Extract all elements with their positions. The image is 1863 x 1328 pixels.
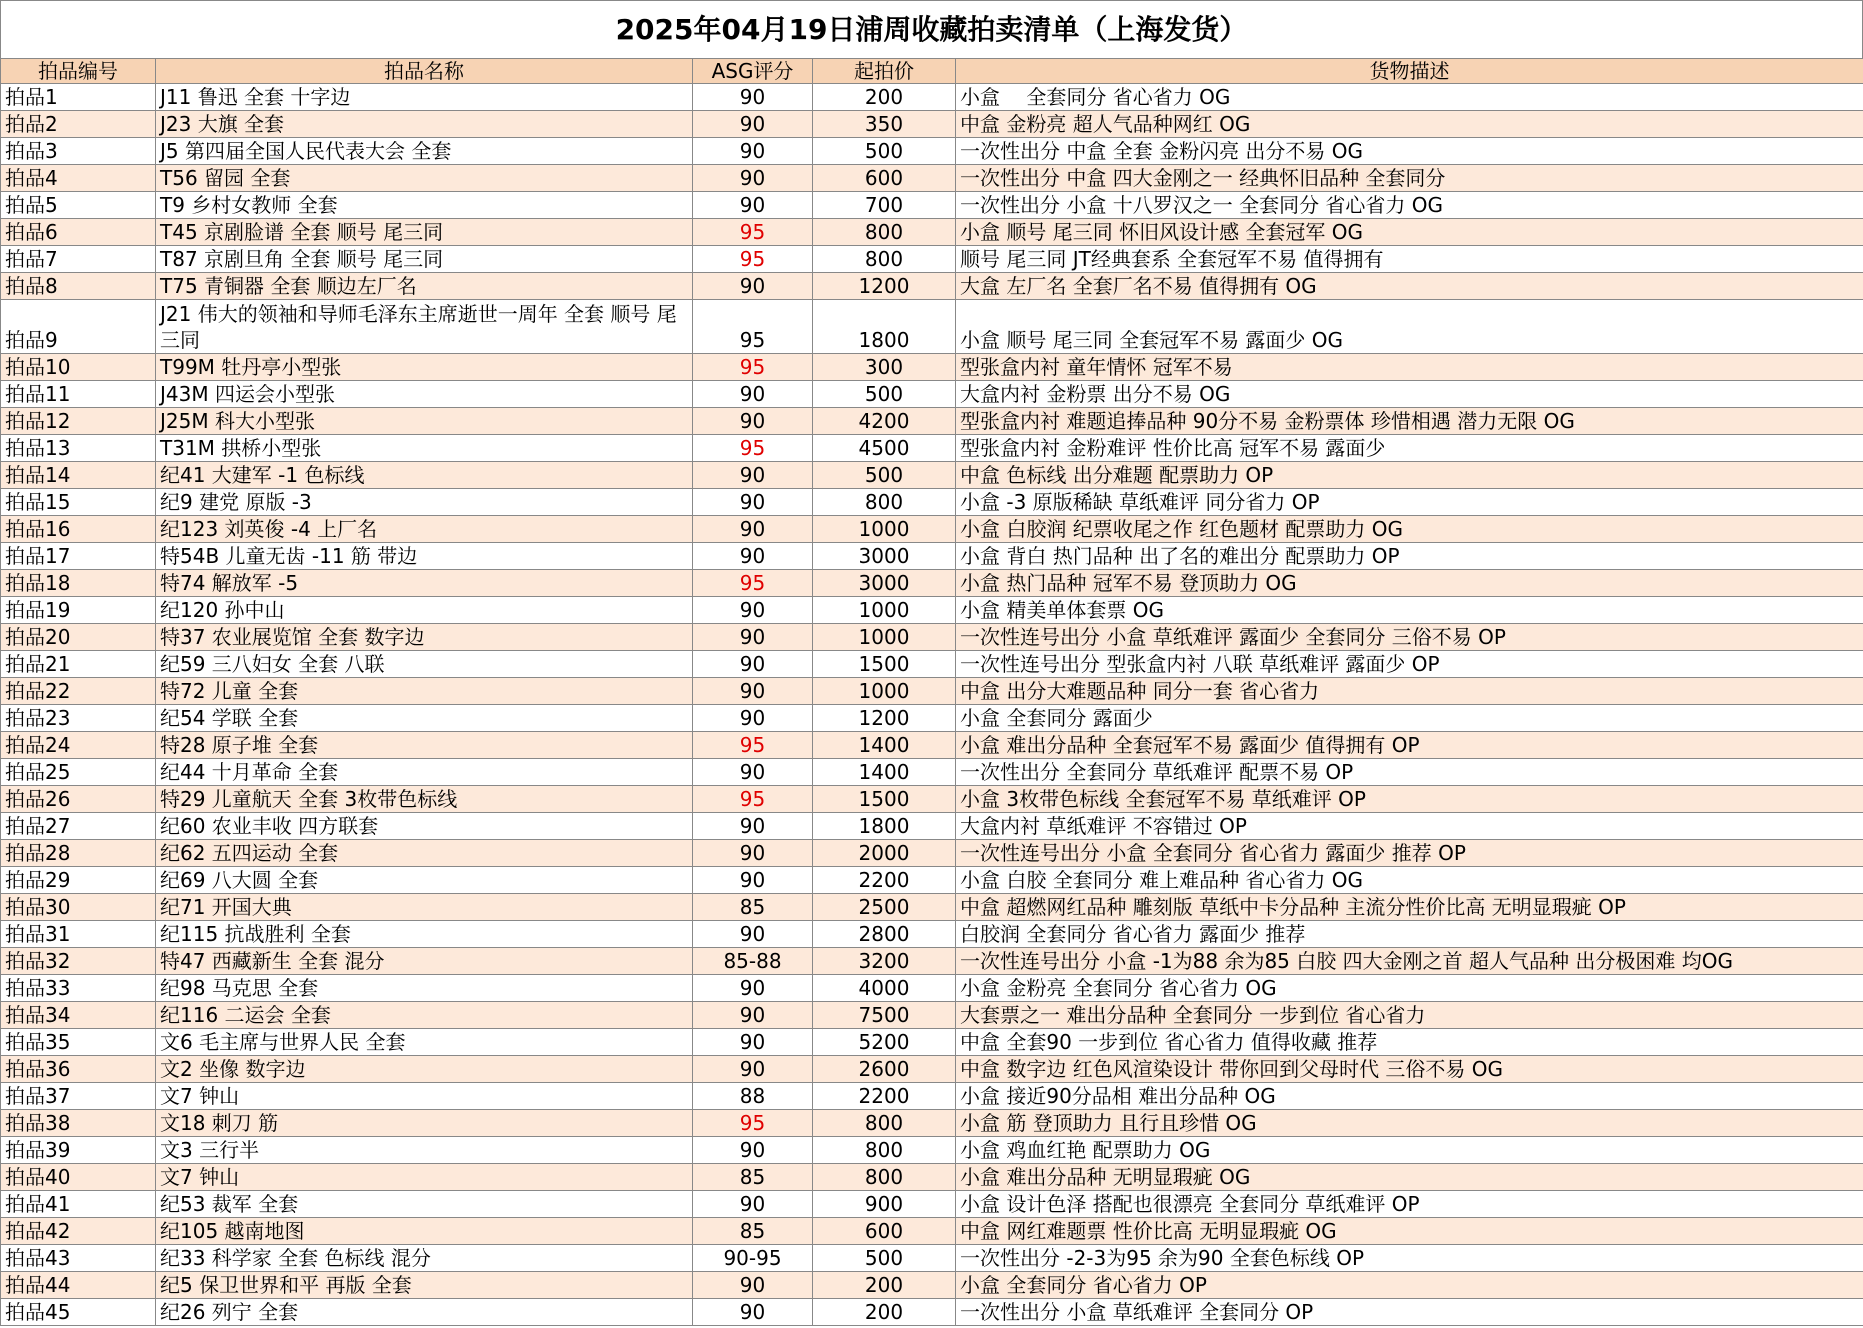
asg-score-cell: 90 <box>693 1137 813 1164</box>
table-row <box>1 246 1863 273</box>
asg-score-cell: 90 <box>693 867 813 894</box>
table-row <box>1 516 1863 543</box>
starting-price-cell: 4200 <box>813 408 956 435</box>
asg-score-cell: 90 <box>693 1191 813 1218</box>
starting-price-cell: 200 <box>813 1299 956 1326</box>
asg-score-cell: 90 <box>693 975 813 1002</box>
description-cell: 小盒 精美单体套票 OG <box>956 597 1863 624</box>
description-cell: 一次性连号出分 小盒 全套同分 省心省力 露面少 推荐 OP <box>956 840 1863 867</box>
asg-score-cell: 85 <box>693 1164 813 1191</box>
description-cell: 中盒 金粉亮 超人气品种网红 OG <box>956 111 1863 138</box>
description-cell: 小盒 -3 原版稀缺 草纸难评 同分省力 OP <box>956 489 1863 516</box>
table-row <box>1 1029 1863 1056</box>
lot-number-cell: 拍品1 <box>1 84 156 111</box>
asg-score-cell: 90 <box>693 813 813 840</box>
lot-number-cell: 拍品38 <box>1 1110 156 1137</box>
asg-score-cell: 90 <box>693 462 813 489</box>
table-row <box>1 1110 1863 1137</box>
starting-price-cell: 800 <box>813 1110 956 1137</box>
table-body <box>1 84 1863 1326</box>
lot-name-cell: 纪71 开国大典 <box>156 894 693 921</box>
asg-score-cell: 90 <box>693 705 813 732</box>
lot-number-cell: 拍品40 <box>1 1164 156 1191</box>
starting-price-cell: 3000 <box>813 570 956 597</box>
starting-price-cell: 1500 <box>813 651 956 678</box>
table-header-row <box>1 59 1863 84</box>
starting-price-cell: 4500 <box>813 435 956 462</box>
asg-score-cell: 90 <box>693 111 813 138</box>
lot-name-cell: T31M 拱桥小型张 <box>156 435 693 462</box>
asg-score-cell: 95 <box>693 354 813 381</box>
table-row <box>1 840 1863 867</box>
header-starting-price: 起拍价 <box>813 59 956 84</box>
table-row <box>1 678 1863 705</box>
lot-number-cell: 拍品33 <box>1 975 156 1002</box>
starting-price-cell: 3000 <box>813 543 956 570</box>
starting-price-cell: 350 <box>813 111 956 138</box>
description-cell: 小盒 白胶润 纪票收尾之作 红色题材 配票助力 OG <box>956 516 1863 543</box>
lot-name-cell: 纪44 十月革命 全套 <box>156 759 693 786</box>
asg-score-cell: 90 <box>693 624 813 651</box>
asg-score-cell: 95 <box>693 786 813 813</box>
description-cell: 一次性出分 中盒 全套 金粉闪亮 出分不易 OG <box>956 138 1863 165</box>
lot-number-cell: 拍品35 <box>1 1029 156 1056</box>
lot-number-cell: 拍品25 <box>1 759 156 786</box>
table-row <box>1 111 1863 138</box>
table-row <box>1 1299 1863 1326</box>
lot-name-cell: J21 伟大的领袖和导师毛泽东主席逝世一周年 全套 顺号 尾三同 <box>156 300 693 354</box>
description-cell: 大盒内衬 金粉票 出分不易 OG <box>956 381 1863 408</box>
asg-score-cell: 90 <box>693 1299 813 1326</box>
header-lot-number: 拍品编号 <box>1 59 156 84</box>
lot-name-cell: J11 鲁迅 全套 十字边 <box>156 84 693 111</box>
lot-number-cell: 拍品2 <box>1 111 156 138</box>
table-row <box>1 1083 1863 1110</box>
asg-score-cell: 90 <box>693 543 813 570</box>
lot-name-cell: 纪62 五四运动 全套 <box>156 840 693 867</box>
starting-price-cell: 2500 <box>813 894 956 921</box>
header-description: 货物描述 <box>956 59 1863 84</box>
table-row <box>1 219 1863 246</box>
lot-number-cell: 拍品41 <box>1 1191 156 1218</box>
header-lot-name: 拍品名称 <box>156 59 693 84</box>
lot-name-cell: 纪105 越南地图 <box>156 1218 693 1245</box>
asg-score-cell: 90 <box>693 192 813 219</box>
auction-table <box>0 58 1863 1326</box>
lot-name-cell: T87 京剧旦角 全套 顺号 尾三同 <box>156 246 693 273</box>
asg-score-cell: 85 <box>693 894 813 921</box>
lot-number-cell: 拍品17 <box>1 543 156 570</box>
lot-number-cell: 拍品21 <box>1 651 156 678</box>
page-title: 2025年04月19日浦周收藏拍卖清单（上海发货） <box>0 0 1863 58</box>
lot-name-cell: 纪54 学联 全套 <box>156 705 693 732</box>
lot-name-cell: 特54B 儿童无齿 -11 筋 带边 <box>156 543 693 570</box>
lot-number-cell: 拍品32 <box>1 948 156 975</box>
starting-price-cell: 4000 <box>813 975 956 1002</box>
lot-number-cell: 拍品36 <box>1 1056 156 1083</box>
description-cell: 中盒 全套90 一步到位 省心省力 值得收藏 推荐 <box>956 1029 1863 1056</box>
asg-score-cell: 90 <box>693 273 813 300</box>
table-row <box>1 1056 1863 1083</box>
table-row <box>1 948 1863 975</box>
asg-score-cell: 88 <box>693 1083 813 1110</box>
asg-score-cell: 90 <box>693 516 813 543</box>
lot-name-cell: 纪60 农业丰收 四方联套 <box>156 813 693 840</box>
table-row <box>1 786 1863 813</box>
description-cell: 小盒 白胶 全套同分 难上难品种 省心省力 OG <box>956 867 1863 894</box>
starting-price-cell: 1200 <box>813 273 956 300</box>
starting-price-cell: 2200 <box>813 867 956 894</box>
lot-name-cell: 特47 西藏新生 全套 混分 <box>156 948 693 975</box>
lot-name-cell: T99M 牡丹亭小型张 <box>156 354 693 381</box>
lot-name-cell: 文2 坐像 数字边 <box>156 1056 693 1083</box>
lot-name-cell: J23 大旗 全套 <box>156 111 693 138</box>
starting-price-cell: 900 <box>813 1191 956 1218</box>
starting-price-cell: 1400 <box>813 732 956 759</box>
starting-price-cell: 200 <box>813 1272 956 1299</box>
description-cell: 一次性连号出分 小盒 草纸难评 露面少 全套同分 三俗不易 OP <box>956 624 1863 651</box>
asg-score-cell: 95 <box>693 435 813 462</box>
description-cell: 一次性连号出分 小盒 -1为88 余为85 白胶 四大金刚之首 超人气品种 出分极困难 均OG <box>956 948 1863 975</box>
starting-price-cell: 500 <box>813 381 956 408</box>
description-cell: 中盒 网红难题票 性价比高 无明显瑕疵 OG <box>956 1218 1863 1245</box>
lot-number-cell: 拍品20 <box>1 624 156 651</box>
asg-score-cell: 95 <box>693 219 813 246</box>
table-row <box>1 705 1863 732</box>
description-cell: 小盒 顺号 尾三同 怀旧风设计感 全套冠军 OG <box>956 219 1863 246</box>
starting-price-cell: 1000 <box>813 597 956 624</box>
table-row <box>1 84 1863 111</box>
description-cell: 大盒内衬 草纸难评 不容错过 OP <box>956 813 1863 840</box>
lot-number-cell: 拍品19 <box>1 597 156 624</box>
starting-price-cell: 800 <box>813 219 956 246</box>
lot-number-cell: 拍品39 <box>1 1137 156 1164</box>
asg-score-cell: 95 <box>693 732 813 759</box>
table-row <box>1 597 1863 624</box>
description-cell: 中盒 色标线 出分难题 配票助力 OP <box>956 462 1863 489</box>
lot-name-cell: 纪123 刘英俊 -4 上厂名 <box>156 516 693 543</box>
asg-score-cell: 90 <box>693 597 813 624</box>
description-cell: 小盒 设计色泽 搭配也很漂亮 全套同分 草纸难评 OP <box>956 1191 1863 1218</box>
starting-price-cell: 600 <box>813 1218 956 1245</box>
table-row <box>1 759 1863 786</box>
lot-number-cell: 拍品3 <box>1 138 156 165</box>
lot-name-cell: J25M 科大小型张 <box>156 408 693 435</box>
lot-number-cell: 拍品22 <box>1 678 156 705</box>
starting-price-cell: 800 <box>813 246 956 273</box>
description-cell: 中盒 出分大难题品种 同分一套 省心省力 <box>956 678 1863 705</box>
lot-number-cell: 拍品10 <box>1 354 156 381</box>
lot-name-cell: 纪115 抗战胜利 全套 <box>156 921 693 948</box>
starting-price-cell: 800 <box>813 489 956 516</box>
description-cell: 一次性出分 全套同分 草纸难评 配票不易 OP <box>956 759 1863 786</box>
lot-name-cell: 文7 钟山 <box>156 1164 693 1191</box>
lot-name-cell: 纪53 裁军 全套 <box>156 1191 693 1218</box>
description-cell: 小盒 金粉亮 全套同分 省心省力 OG <box>956 975 1863 1002</box>
asg-score-cell: 90 <box>693 759 813 786</box>
table-row <box>1 1164 1863 1191</box>
starting-price-cell: 1200 <box>813 705 956 732</box>
starting-price-cell: 2800 <box>813 921 956 948</box>
table-row <box>1 1218 1863 1245</box>
lot-name-cell: J43M 四运会小型张 <box>156 381 693 408</box>
starting-price-cell: 300 <box>813 354 956 381</box>
table-row <box>1 381 1863 408</box>
description-cell: 白胶润 全套同分 省心省力 露面少 推荐 <box>956 921 1863 948</box>
starting-price-cell: 1000 <box>813 624 956 651</box>
lot-number-cell: 拍品16 <box>1 516 156 543</box>
description-cell: 小盒 全套同分 省心省力 OP <box>956 1272 1863 1299</box>
lot-number-cell: 拍品37 <box>1 1083 156 1110</box>
description-cell: 小盒 筋 登顶助力 且行且珍惜 OG <box>956 1110 1863 1137</box>
table-row <box>1 165 1863 192</box>
starting-price-cell: 7500 <box>813 1002 956 1029</box>
lot-number-cell: 拍品42 <box>1 1218 156 1245</box>
lot-number-cell: 拍品31 <box>1 921 156 948</box>
description-cell: 中盒 超燃网红品种 雕刻版 草纸中卡分品种 主流分性价比高 无明显瑕疵 OP <box>956 894 1863 921</box>
lot-number-cell: 拍品27 <box>1 813 156 840</box>
asg-score-cell: 90 <box>693 1002 813 1029</box>
asg-score-cell: 95 <box>693 1110 813 1137</box>
description-cell: 一次性出分 中盒 四大金刚之一 经典怀旧品种 全套同分 <box>956 165 1863 192</box>
asg-score-cell: 95 <box>693 246 813 273</box>
asg-score-cell: 90 <box>693 678 813 705</box>
asg-score-cell: 95 <box>693 570 813 597</box>
table-row <box>1 867 1863 894</box>
lot-number-cell: 拍品30 <box>1 894 156 921</box>
starting-price-cell: 1500 <box>813 786 956 813</box>
lot-name-cell: 纪33 科学家 全套 色标线 混分 <box>156 1245 693 1272</box>
lot-name-cell: T9 乡村女教师 全套 <box>156 192 693 219</box>
table-row <box>1 192 1863 219</box>
lot-number-cell: 拍品6 <box>1 219 156 246</box>
description-cell: 小盒 鸡血红艳 配票助力 OG <box>956 1137 1863 1164</box>
description-cell: 型张盒内衬 童年情怀 冠军不易 <box>956 354 1863 381</box>
starting-price-cell: 2000 <box>813 840 956 867</box>
lot-name-cell: T75 青铜器 全套 顺边左厂名 <box>156 273 693 300</box>
asg-score-cell: 85 <box>693 1218 813 1245</box>
asg-score-cell: 90 <box>693 489 813 516</box>
asg-score-cell: 90 <box>693 165 813 192</box>
starting-price-cell: 800 <box>813 1137 956 1164</box>
starting-price-cell: 500 <box>813 138 956 165</box>
lot-name-cell: 文18 刺刀 筋 <box>156 1110 693 1137</box>
lot-number-cell: 拍品12 <box>1 408 156 435</box>
lot-name-cell: 特28 原子堆 全套 <box>156 732 693 759</box>
table-row <box>1 138 1863 165</box>
lot-number-cell: 拍品7 <box>1 246 156 273</box>
starting-price-cell: 600 <box>813 165 956 192</box>
lot-number-cell: 拍品8 <box>1 273 156 300</box>
starting-price-cell: 1800 <box>813 813 956 840</box>
asg-score-cell: 90 <box>693 408 813 435</box>
description-cell: 一次性出分 小盒 草纸难评 全套同分 OP <box>956 1299 1863 1326</box>
starting-price-cell: 700 <box>813 192 956 219</box>
description-cell: 型张盒内衬 金粉难评 性价比高 冠军不易 露面少 <box>956 435 1863 462</box>
description-cell: 小盒 3枚带色标线 全套冠军不易 草纸难评 OP <box>956 786 1863 813</box>
table-row <box>1 1191 1863 1218</box>
starting-price-cell: 2600 <box>813 1056 956 1083</box>
description-cell: 小盒 背白 热门品种 出了名的难出分 配票助力 OP <box>956 543 1863 570</box>
table-row <box>1 543 1863 570</box>
starting-price-cell: 500 <box>813 1245 956 1272</box>
lot-number-cell: 拍品9 <box>1 300 156 354</box>
lot-name-cell: 特74 解放军 -5 <box>156 570 693 597</box>
starting-price-cell: 800 <box>813 1164 956 1191</box>
description-cell: 大套票之一 难出分品种 全套同分 一步到位 省心省力 <box>956 1002 1863 1029</box>
lot-number-cell: 拍品18 <box>1 570 156 597</box>
lot-number-cell: 拍品29 <box>1 867 156 894</box>
table-row <box>1 435 1863 462</box>
description-cell: 小盒 全套同分 省心省力 OG <box>956 84 1863 111</box>
table-row <box>1 732 1863 759</box>
table-row <box>1 300 1863 354</box>
table-row <box>1 1245 1863 1272</box>
table-row <box>1 1137 1863 1164</box>
lot-number-cell: 拍品5 <box>1 192 156 219</box>
lot-name-cell: T56 留园 全套 <box>156 165 693 192</box>
description-cell: 中盒 数字边 红色风渲染设计 带你回到父母时代 三俗不易 OG <box>956 1056 1863 1083</box>
table-row <box>1 624 1863 651</box>
lot-number-cell: 拍品14 <box>1 462 156 489</box>
lot-number-cell: 拍品13 <box>1 435 156 462</box>
asg-score-cell: 90 <box>693 138 813 165</box>
asg-score-cell: 90 <box>693 1029 813 1056</box>
lot-number-cell: 拍品28 <box>1 840 156 867</box>
asg-score-cell: 95 <box>693 300 813 354</box>
lot-name-cell: 文6 毛主席与世界人民 全套 <box>156 1029 693 1056</box>
starting-price-cell: 500 <box>813 462 956 489</box>
description-cell: 小盒 热门品种 冠军不易 登顶助力 OG <box>956 570 1863 597</box>
lot-name-cell: 特29 儿童航天 全套 3枚带色标线 <box>156 786 693 813</box>
table-row <box>1 489 1863 516</box>
asg-score-cell: 90 <box>693 840 813 867</box>
lot-name-cell: 特72 儿童 全套 <box>156 678 693 705</box>
lot-name-cell: 文7 钟山 <box>156 1083 693 1110</box>
lot-name-cell: 特37 农业展览馆 全套 数字边 <box>156 624 693 651</box>
description-cell: 小盒 难出分品种 全套冠军不易 露面少 值得拥有 OP <box>956 732 1863 759</box>
lot-number-cell: 拍品43 <box>1 1245 156 1272</box>
starting-price-cell: 1800 <box>813 300 956 354</box>
starting-price-cell: 1400 <box>813 759 956 786</box>
lot-number-cell: 拍品11 <box>1 381 156 408</box>
lot-number-cell: 拍品4 <box>1 165 156 192</box>
table-row <box>1 975 1863 1002</box>
starting-price-cell: 1000 <box>813 678 956 705</box>
lot-number-cell: 拍品26 <box>1 786 156 813</box>
table-row <box>1 651 1863 678</box>
starting-price-cell: 5200 <box>813 1029 956 1056</box>
asg-score-cell: 90 <box>693 1056 813 1083</box>
table-row <box>1 1002 1863 1029</box>
lot-name-cell: 纪9 建党 原版 -3 <box>156 489 693 516</box>
starting-price-cell: 3200 <box>813 948 956 975</box>
table-row <box>1 921 1863 948</box>
description-cell: 一次性出分 -2-3为95 余为90 全套色标线 OP <box>956 1245 1863 1272</box>
lot-name-cell: T45 京剧脸谱 全套 顺号 尾三同 <box>156 219 693 246</box>
description-cell: 小盒 全套同分 露面少 <box>956 705 1863 732</box>
header-asg-score: ASG评分 <box>693 59 813 84</box>
lot-name-cell: 纪116 二运会 全套 <box>156 1002 693 1029</box>
table-row <box>1 462 1863 489</box>
asg-score-cell: 85-88 <box>693 948 813 975</box>
description-cell: 小盒 顺号 尾三同 全套冠军不易 露面少 OG <box>956 300 1863 354</box>
description-cell: 一次性连号出分 型张盒内衬 八联 草纸难评 露面少 OP <box>956 651 1863 678</box>
table-row <box>1 354 1863 381</box>
table-row <box>1 408 1863 435</box>
lot-name-cell: 纪98 马克思 全套 <box>156 975 693 1002</box>
table-row <box>1 894 1863 921</box>
description-cell: 顺号 尾三同 JT经典套系 全套冠军不易 值得拥有 <box>956 246 1863 273</box>
asg-score-cell: 90 <box>693 381 813 408</box>
lot-name-cell: 纪26 列宁 全套 <box>156 1299 693 1326</box>
starting-price-cell: 200 <box>813 84 956 111</box>
lot-number-cell: 拍品15 <box>1 489 156 516</box>
table-row <box>1 813 1863 840</box>
table-row <box>1 570 1863 597</box>
lot-number-cell: 拍品24 <box>1 732 156 759</box>
lot-name-cell: 纪120 孙中山 <box>156 597 693 624</box>
lot-name-cell: 纪41 大建军 -1 色标线 <box>156 462 693 489</box>
lot-name-cell: 纪5 保卫世界和平 再版 全套 <box>156 1272 693 1299</box>
lot-name-cell: 纪59 三八妇女 全套 八联 <box>156 651 693 678</box>
starting-price-cell: 1000 <box>813 516 956 543</box>
asg-score-cell: 90 <box>693 1272 813 1299</box>
asg-score-cell: 90 <box>693 921 813 948</box>
starting-price-cell: 2200 <box>813 1083 956 1110</box>
asg-score-cell: 90 <box>693 651 813 678</box>
description-cell: 小盒 接近90分品相 难出分品种 OG <box>956 1083 1863 1110</box>
lot-number-cell: 拍品44 <box>1 1272 156 1299</box>
lot-number-cell: 拍品45 <box>1 1299 156 1326</box>
table-row <box>1 273 1863 300</box>
lot-number-cell: 拍品34 <box>1 1002 156 1029</box>
description-cell: 大盒 左厂名 全套厂名不易 值得拥有 OG <box>956 273 1863 300</box>
lot-name-cell: 纪69 八大圆 全套 <box>156 867 693 894</box>
description-cell: 型张盒内衬 难题追捧品种 90分不易 金粉票体 珍惜相遇 潜力无限 OG <box>956 408 1863 435</box>
asg-score-cell: 90-95 <box>693 1245 813 1272</box>
description-cell: 一次性出分 小盒 十八罗汉之一 全套同分 省心省力 OG <box>956 192 1863 219</box>
lot-name-cell: 文3 三行半 <box>156 1137 693 1164</box>
lot-name-cell: J5 第四届全国人民代表大会 全套 <box>156 138 693 165</box>
description-cell: 小盒 难出分品种 无明显瑕疵 OG <box>956 1164 1863 1191</box>
table-row <box>1 1272 1863 1299</box>
asg-score-cell: 90 <box>693 84 813 111</box>
lot-number-cell: 拍品23 <box>1 705 156 732</box>
